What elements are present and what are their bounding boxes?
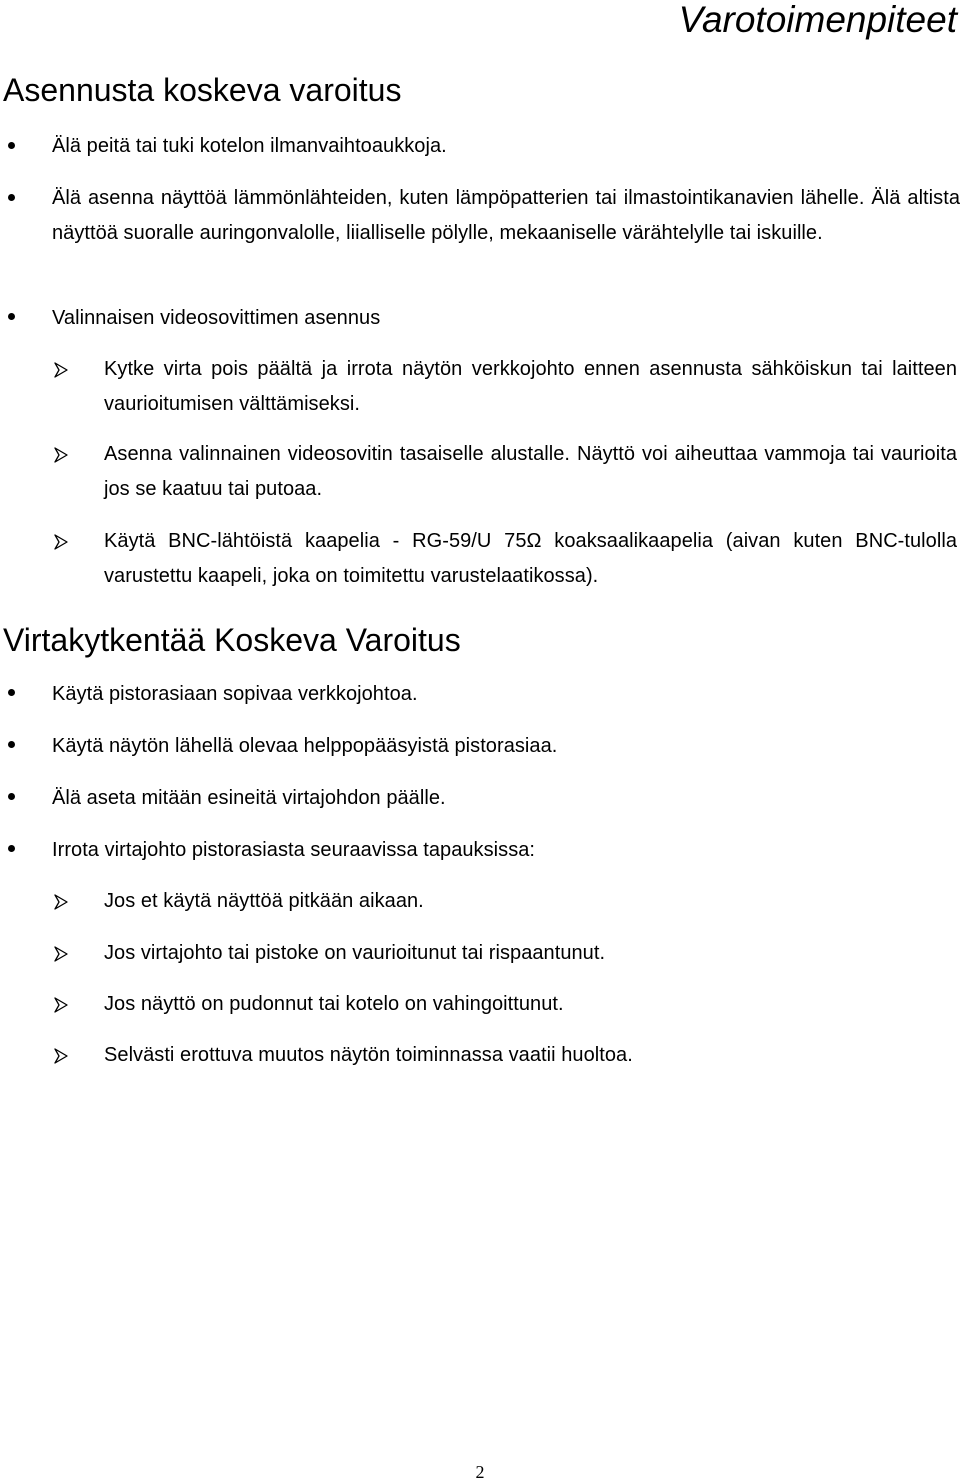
arrow-bullet-icon [54, 1048, 68, 1064]
sub-item: Kytke virta pois päältä ja irrota näytön verkkojohto ennen asennusta sähköiskun tai laitteen vaurioitumisen välttämiseksi. [104, 358, 957, 415]
sub-item: Jos virtajohto tai pistoke on vaurioitunut tai rispaantunut. [104, 942, 606, 964]
arrow-bullet-icon [54, 894, 68, 910]
arrow-bullet-icon [54, 946, 68, 962]
page-number: 2 [475, 1462, 485, 1482]
arrow-bullet-icon [54, 362, 68, 378]
arrow-bullet-icon [54, 447, 68, 463]
section-heading-installation: Asennusta koskeva varoitus [3, 72, 402, 108]
sub-item: Jos et käytä näyttöä pitkään aikaan. [104, 890, 424, 912]
chapter-title: Varotoimenpiteet [678, 0, 957, 40]
bullet-item: Älä peitä tai tuki kotelon ilmanvaihtoaukkoja. [52, 135, 447, 157]
sub-item: Asenna valinnainen videosovitin tasaiselle alustalle. Näyttö voi aiheuttaa vammoja tai vaurioita jos se kaatuu tai putoaa. [104, 443, 957, 500]
bullet-item: Käytä näytön lähellä olevaa helppopääsyistä pistorasiaa. [52, 735, 558, 757]
bullet-icon [8, 313, 15, 320]
bullet-item: Valinnaisen videosovittimen asennus [52, 307, 381, 329]
bullet-item: Älä aseta mitään esineitä virtajohdon päälle. [52, 787, 446, 809]
sub-item: Selvästi erottuva muutos näytön toiminnassa vaatii huoltoa. [104, 1044, 633, 1066]
bullet-item: Älä asenna näyttöä lämmönlähteiden, kuten lämpöpatterien tai ilmastointikanavien lähelle. Älä altista näyttöä suoralle auringonvalolle, liialliselle pölylle, mekaaniselle värähtelylle tai iskuille. [52, 187, 960, 244]
sub-item: Jos näyttö on pudonnut tai kotelo on vahingoittunut. [104, 993, 564, 1015]
section-heading-power: Virtakytkentää Koskeva Varoitus [3, 622, 461, 658]
bullet-icon [8, 741, 15, 748]
arrow-bullet-icon [54, 997, 68, 1013]
bullet-item: Käytä pistorasiaan sopivaa verkkojohtoa. [52, 683, 418, 705]
bullet-icon [8, 689, 15, 696]
bullet-icon [8, 142, 15, 149]
bullet-icon [8, 793, 15, 800]
bullet-item: Irrota virtajohto pistorasiasta seuraavissa tapauksissa: [52, 839, 536, 861]
bullet-icon [8, 194, 15, 201]
sub-item: Käytä BNC-lähtöistä kaapelia - RG-59/U 75Ω koaksaalikaapelia (aivan kuten BNC-tulolla varustettu kaapeli, joka on toimitettu varustelaatikossa). [104, 530, 957, 587]
bullet-icon [8, 845, 15, 852]
arrow-bullet-icon [54, 534, 68, 550]
